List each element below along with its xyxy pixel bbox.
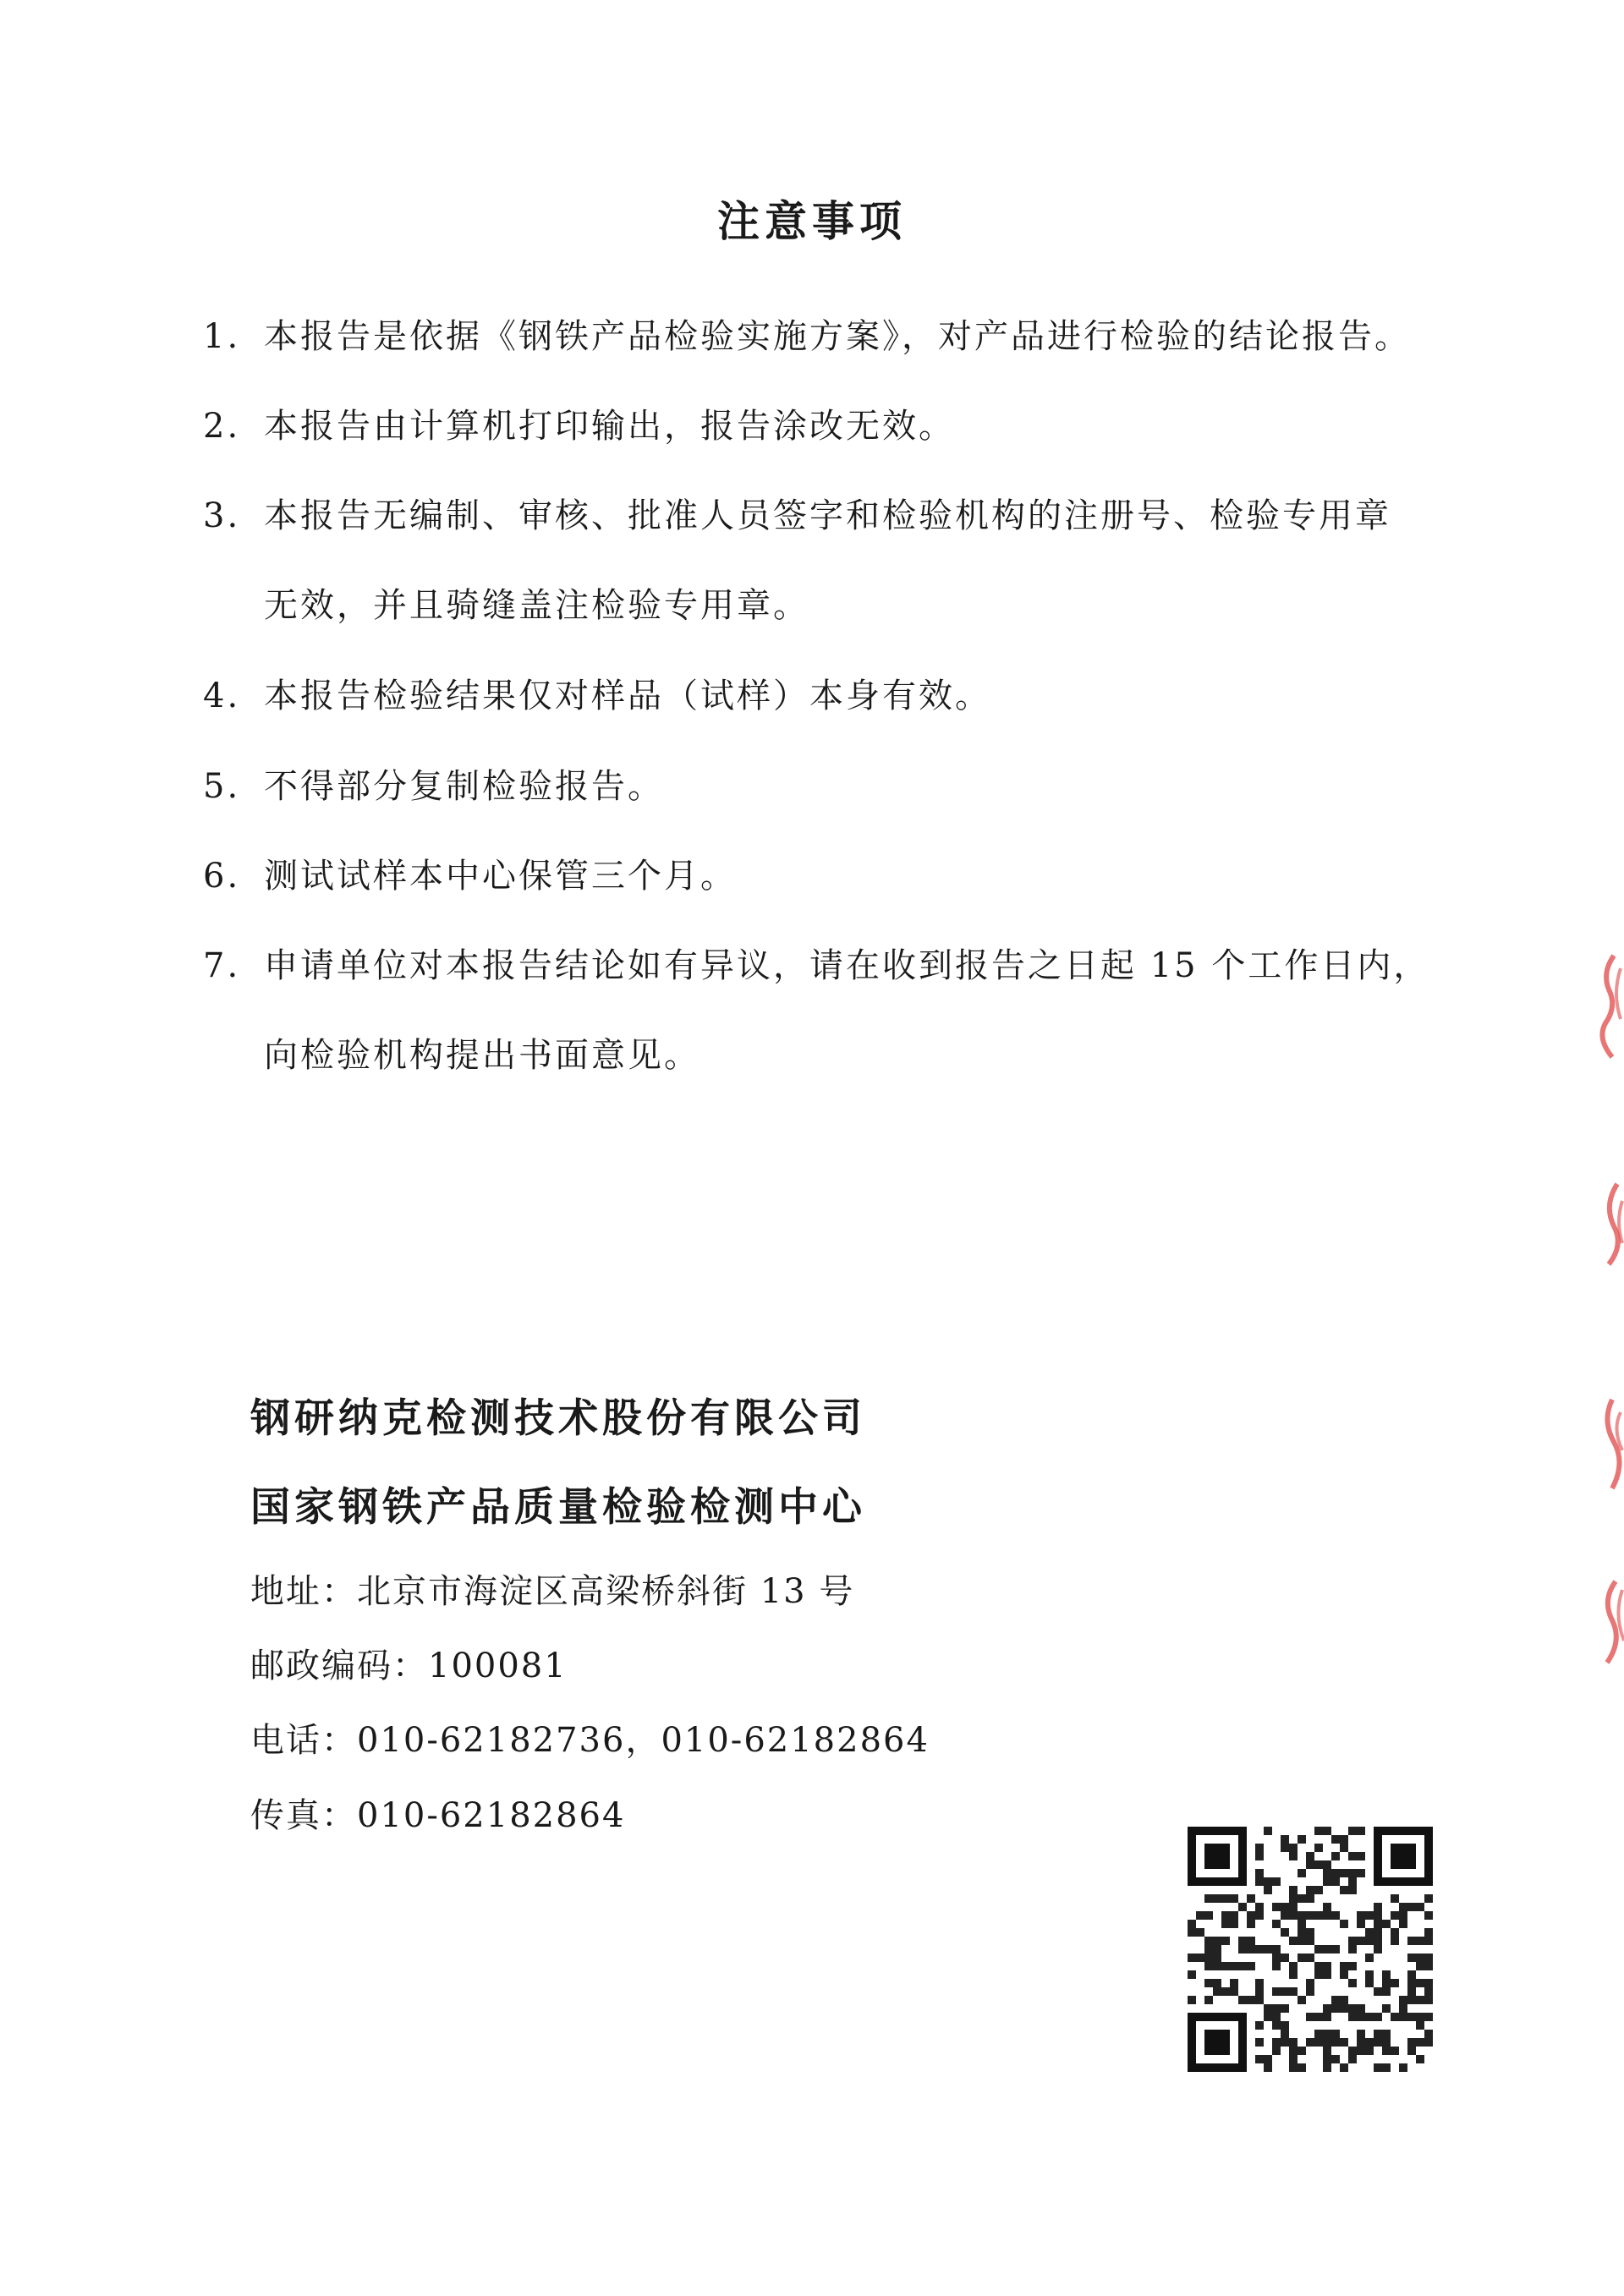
notice-text: 本报告由计算机打印输出，报告涂改无效。 <box>264 407 955 446</box>
org-name-primary: 钢研纳克检测技术股份有限公司 <box>250 1395 866 1442</box>
notice-text: 本报告无编制、审核、批准人员签字和检验机构的注册号、检验专用章 <box>264 496 1391 535</box>
contact-fax: 传真：010-62182864 <box>250 1796 626 1835</box>
contact-phone: 电话：010-62182736，010-62182864 <box>250 1721 930 1760</box>
notice-item-6 <box>203 831 1497 921</box>
notice-number: 6. <box>203 857 241 896</box>
notice-number: 7. <box>203 946 241 985</box>
notice-text-continued: 向检验机构提出书面意见。 <box>264 1036 700 1075</box>
notice-item-7 <box>203 921 1497 1075</box>
notice-number: 4. <box>203 677 241 715</box>
notice-number: 2. <box>203 407 241 446</box>
seal-stamp-edge <box>1588 947 1624 1074</box>
notice-text: 申请单位对本报告结论如有异议，请在收到报告之日起 15 个工作日内， <box>264 946 1430 985</box>
notice-text: 测试试样本中心保管三个月。 <box>264 857 737 896</box>
contact-postcode: 邮政编码：100081 <box>250 1647 568 1685</box>
notice-number: 1. <box>203 317 241 356</box>
notice-item-2 <box>203 381 1497 471</box>
org-name-secondary: 国家钢铁产品质量检验检测中心 <box>250 1484 866 1531</box>
contact-address: 地址：北京市海淀区高梁桥斜街 13 号 <box>250 1572 855 1611</box>
notice-number: 5. <box>203 767 241 806</box>
notice-text-continued: 无效，并且骑缝盖注检验专用章。 <box>264 586 809 625</box>
notice-item-1 <box>203 292 1497 381</box>
notice-item-3 <box>203 471 1497 625</box>
notice-text: 本报告是依据《钢铁产品检验实施方案》，对产品进行检验的结论报告。 <box>264 317 1411 356</box>
page-title: 注意事项 <box>717 197 907 246</box>
notice-text: 本报告检验结果仅对样品（试样）本身有效。 <box>264 677 991 715</box>
notice-number: 3. <box>203 496 241 535</box>
seal-stamp-edge <box>1588 1387 1624 1514</box>
notice-item-5 <box>203 742 1497 831</box>
seal-stamp-edge <box>1588 1573 1624 1700</box>
notice-text: 不得部分复制检验报告。 <box>264 767 664 806</box>
qr-code-icon <box>1188 1827 1433 2072</box>
seal-stamp-edge <box>1588 1167 1624 1294</box>
notice-item-4 <box>203 651 1497 741</box>
